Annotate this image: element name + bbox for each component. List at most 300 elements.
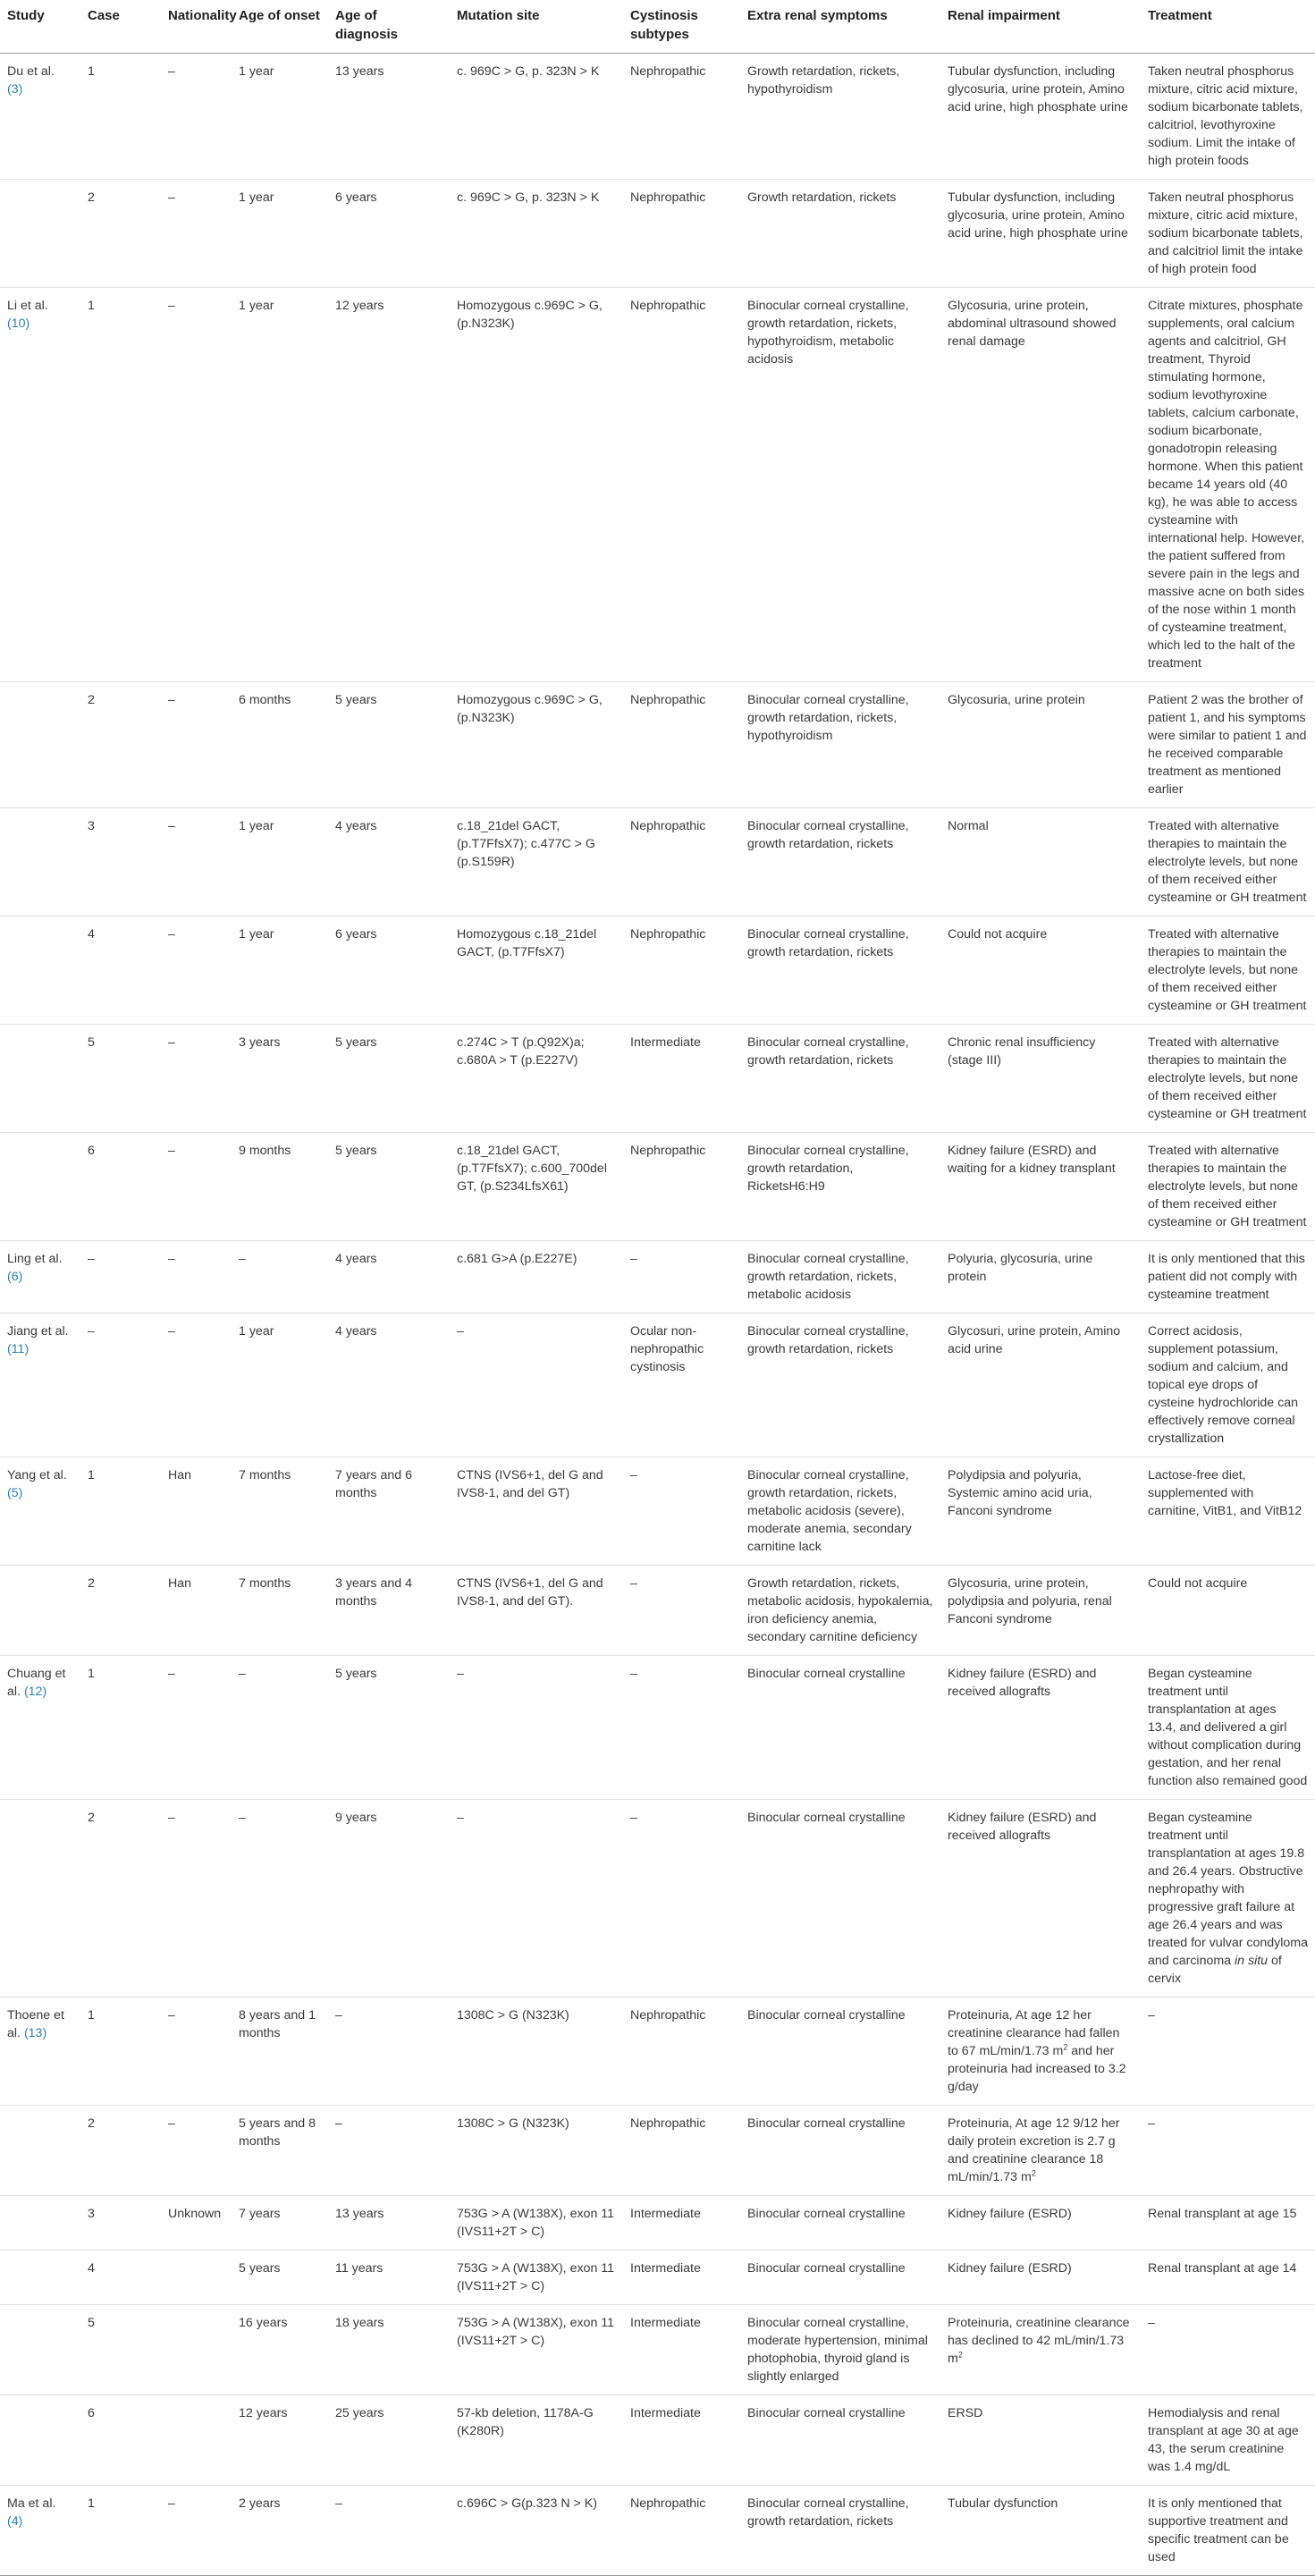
- cell-diagnosis: [328, 1457, 450, 1566]
- cell-text: –: [168, 927, 175, 942]
- cell-study: [0, 2486, 80, 2576]
- cell-text: Lactose-free diet, supplemented with carnitine, VitB1, and VitB12: [1148, 1468, 1302, 1518]
- cell-study: [0, 2251, 80, 2305]
- cell-text: Tubular dysfunction, including glycosuria, urine protein, Amino acid urine, high phosphate urine: [948, 190, 1128, 241]
- cell-text: 2: [88, 2116, 95, 2131]
- cell-diagnosis: [328, 180, 450, 288]
- cell-subtype: [623, 916, 740, 1025]
- cell-diagnosis: [328, 2395, 450, 2486]
- cell-text: Proteinuria, At age 12 9/12 her daily protein excretion is 2.7 g and creatinine clearance 18 mL/min/1.73 m: [948, 2116, 1120, 2184]
- cell-onset: [232, 1133, 328, 1241]
- cell-text: 2: [88, 1811, 95, 1825]
- cell-text: 5: [88, 1035, 95, 1050]
- cell-extra: [740, 1457, 940, 1566]
- cell-text: 1 year: [239, 190, 274, 205]
- cell-text: 12 years: [239, 2406, 288, 2420]
- cell-treatment: [1141, 2251, 1315, 2305]
- cell-mutation: [450, 682, 623, 808]
- cell-diagnosis: [328, 1566, 450, 1656]
- cell-mutation: [450, 2196, 623, 2251]
- cell-text: Growth retardation, rickets, metabolic acidosis, hypokalemia, iron deficiency anemia, secondary carnitine deficiency: [747, 1576, 933, 1644]
- cell-text: Binocular corneal crystalline, growth retardation, rickets: [747, 1035, 909, 1068]
- cell-text: Binocular corneal crystalline: [747, 1667, 906, 1681]
- cell-text: Nephropathic: [630, 190, 706, 205]
- cell-extra: [740, 2106, 940, 2196]
- cell-text: Binocular corneal crystalline, growth retardation, rickets, hypothyroidism: [747, 693, 909, 743]
- cell-diagnosis: [328, 2486, 450, 2576]
- cell-onset: [232, 54, 328, 180]
- cell-text: Chronic renal insufficiency (stage III): [948, 1035, 1096, 1068]
- cell-nationality: [161, 2196, 232, 2251]
- cell-mutation: [450, 1025, 623, 1133]
- cell-study: [0, 54, 80, 180]
- cell-text: –: [168, 1144, 175, 1158]
- cell-text: c. 969C > G, p. 323N > K: [457, 64, 600, 79]
- cell-text-tail: and her proteinuria had increased to 3.2 g/day: [948, 2044, 1126, 2094]
- cell-nationality: [161, 1313, 232, 1457]
- cell-renal: [940, 180, 1141, 288]
- cell-renal: [940, 288, 1141, 682]
- cell-text: Correct acidosis, supplement potassium, sodium and calcium, and topical eye drops of cysteine hydrochloride can effectively remove corneal crystallization: [1148, 1324, 1298, 1446]
- cell-mutation: [450, 288, 623, 682]
- cell-case: [80, 1457, 161, 1566]
- column-header: Study: [0, 0, 80, 54]
- reference-link[interactable]: (11): [7, 1342, 30, 1356]
- cell-text: Tubular dysfunction, including glycosuria, urine protein, Amino acid urine, high phosphate urine: [948, 64, 1128, 114]
- study-name: Jiang et al.: [7, 1324, 69, 1339]
- cell-extra: [740, 2251, 940, 2305]
- cell-text: –: [168, 299, 175, 313]
- cell-text: Glycosuria, urine protein: [948, 693, 1085, 707]
- cell-text: 2: [88, 1576, 95, 1591]
- cell-subtype: [623, 2395, 740, 2486]
- cell-text: 18 years: [335, 2316, 384, 2330]
- cell-case: [80, 1566, 161, 1656]
- cell-treatment: [1141, 1313, 1315, 1457]
- cell-text: Patient 2 was the brother of patient 1, and his symptoms were similar to patient 1 and he received comparable treatment as mentioned earlier: [1148, 693, 1307, 797]
- cell-nationality: [161, 1656, 232, 1800]
- cell-text: –: [630, 1468, 637, 1482]
- cell-text: 1: [88, 1468, 95, 1482]
- cell-diagnosis: [328, 1241, 450, 1313]
- cell-text: Began cysteamine treatment until transplantation at ages 13.4, and delivered a girl without complication during gestation, and her renal function also remained good: [1148, 1667, 1308, 1788]
- cell-subtype: [623, 1800, 740, 1997]
- cell-subtype: [623, 2106, 740, 2196]
- cell-treatment: [1141, 1457, 1315, 1566]
- cell-text: 8 years and 1 months: [239, 2008, 316, 2040]
- table-row: [0, 2395, 1315, 2486]
- cell-text: c.696C > G(p.323 N > K): [457, 2496, 597, 2511]
- cell-case: [80, 2395, 161, 2486]
- cell-text: 753G > A (W138X), exon 11 (IVS11+2T > C): [457, 2261, 615, 2293]
- superscript: 2: [957, 2350, 963, 2360]
- table-row: [0, 682, 1315, 808]
- cell-text: 1: [88, 1667, 95, 1681]
- cell-text: Binocular corneal crystalline: [747, 1811, 906, 1825]
- cell-text: 7 months: [239, 1468, 291, 1482]
- cell-text: –: [88, 1324, 95, 1339]
- table-row: [0, 1800, 1315, 1997]
- cell-treatment: [1141, 288, 1315, 682]
- cell-case: [80, 2251, 161, 2305]
- column-header: Cystinosis subtypes: [623, 0, 740, 54]
- cell-case: [80, 1997, 161, 2106]
- cell-text: Binocular corneal crystalline: [747, 2406, 906, 2420]
- cell-extra: [740, 682, 940, 808]
- table-row: [0, 1313, 1315, 1457]
- cell-nationality: [161, 1457, 232, 1566]
- cell-treatment: [1141, 2486, 1315, 2576]
- cell-renal: [940, 2106, 1141, 2196]
- cell-study: [0, 1997, 80, 2106]
- cell-text: 5 years: [239, 2261, 281, 2276]
- cell-text: CTNS (IVS6+1, del G and IVS8-1, and del GT).: [457, 1576, 603, 1609]
- cell-extra: [740, 1025, 940, 1133]
- cell-onset: [232, 2305, 328, 2395]
- superscript: 2: [1063, 2042, 1068, 2052]
- cell-nationality: [161, 2251, 232, 2305]
- cell-onset: [232, 916, 328, 1025]
- cell-text: Could not acquire: [948, 927, 1048, 942]
- cell-text: –: [168, 2116, 175, 2131]
- cell-text: Nephropathic: [630, 299, 706, 313]
- cell-text: Homozygous c.969C > G, (p.N323K): [457, 299, 603, 331]
- cell-case: [80, 1241, 161, 1313]
- cell-text: Proteinuria, At age 12 her creatinine clearance had fallen to 67 mL/min/1.73 m: [948, 2008, 1120, 2058]
- cell-text: Polydipsia and polyuria, Systemic amino acid uria, Fanconi syndrome: [948, 1468, 1092, 1518]
- cell-text: –: [335, 2116, 342, 2131]
- cell-mutation: [450, 1566, 623, 1656]
- cell-treatment: [1141, 1025, 1315, 1133]
- reference-link[interactable]: (6): [7, 1270, 23, 1284]
- reference-link[interactable]: (3): [7, 82, 23, 97]
- cell-subtype: [623, 1656, 740, 1800]
- cell-text: Binocular corneal crystalline, growth retardation, rickets, metabolic acidosis: [747, 1252, 909, 1302]
- cell-treatment: [1141, 1566, 1315, 1656]
- cell-text: Could not acquire: [1148, 1576, 1248, 1591]
- cell-study: [0, 1457, 80, 1566]
- cell-mutation: [450, 180, 623, 288]
- study-name: Chuang et al.: [7, 1667, 66, 1699]
- cell-text: –: [335, 2008, 342, 2023]
- cell-text: 753G > A (W138X), exon 11 (IVS11+2T > C): [457, 2207, 615, 2239]
- cell-text: 1: [88, 2008, 95, 2023]
- cell-text: Treated with alternative therapies to maintain the electrolyte levels, but none of them received either cysteamine or GH treatment: [1148, 1035, 1307, 1121]
- column-header: Mutation site: [450, 0, 623, 54]
- cell-case: [80, 1800, 161, 1997]
- table-row: [0, 2106, 1315, 2196]
- cell-text: –: [457, 1667, 464, 1681]
- cell-text: c.274C > T (p.Q92X)a; c.680A > T (p.E227V): [457, 1035, 585, 1068]
- cell-nationality: [161, 1800, 232, 1997]
- table-row: [0, 1656, 1315, 1800]
- cell-renal: [940, 1566, 1141, 1656]
- cell-mutation: [450, 2305, 623, 2395]
- study-name: Ling et al.: [7, 1252, 63, 1266]
- cell-extra: [740, 2395, 940, 2486]
- table-row: [0, 1025, 1315, 1133]
- cell-text: c.681 G>A (p.E227E): [457, 1252, 577, 1266]
- cell-study: [0, 1133, 80, 1241]
- cell-text: 9 years: [335, 1811, 377, 1825]
- cell-subtype: [623, 180, 740, 288]
- table-row: [0, 2251, 1315, 2305]
- cell-text: Nephropathic: [630, 927, 706, 942]
- cell-text: Nephropathic: [630, 2008, 706, 2023]
- cell-text: c.18_21del GACT, (p.T7FfsX7); c.600_700del GT, (p.S234LfsX61): [457, 1144, 607, 1194]
- cell-text: Nephropathic: [630, 64, 706, 79]
- cell-text: 5 years: [335, 1035, 377, 1050]
- cell-nationality: [161, 916, 232, 1025]
- cell-mutation: [450, 808, 623, 916]
- cell-treatment: [1141, 1800, 1315, 1997]
- cell-case: [80, 2305, 161, 2395]
- column-header: Age of onset: [232, 0, 328, 54]
- cell-diagnosis: [328, 2305, 450, 2395]
- table-row: [0, 1566, 1315, 1656]
- cell-text: Normal: [948, 819, 989, 833]
- cell-subtype: [623, 2305, 740, 2395]
- cell-text: Intermediate: [630, 2207, 701, 2221]
- cell-text: –: [168, 1667, 175, 1681]
- cell-renal: [940, 1133, 1141, 1241]
- cell-mutation: [450, 2486, 623, 2576]
- cell-text: –: [457, 1324, 464, 1339]
- cell-case: [80, 1025, 161, 1133]
- cell-study: [0, 1566, 80, 1656]
- cell-diagnosis: [328, 2251, 450, 2305]
- cell-study: [0, 1241, 80, 1313]
- cell-text: –: [168, 1324, 175, 1339]
- cell-text: 5 years: [335, 1144, 377, 1158]
- cell-nationality: [161, 2486, 232, 2576]
- column-header: Renal impairment: [940, 0, 1141, 54]
- cell-text: Intermediate: [630, 2406, 701, 2420]
- study-name: Yang et al.: [7, 1468, 67, 1482]
- cell-text: 11 years: [335, 2261, 384, 2276]
- cell-text: 4 years: [335, 819, 377, 833]
- cell-text: Homozygous c.18_21del GACT, (p.T7FfsX7): [457, 927, 597, 959]
- cell-subtype: [623, 808, 740, 916]
- cell-subtype: [623, 2196, 740, 2251]
- cell-text: –: [168, 2496, 175, 2511]
- cell-renal: [940, 2395, 1141, 2486]
- cell-mutation: [450, 1313, 623, 1457]
- cell-text: Kidney failure (ESRD) and received allografts: [948, 1811, 1097, 1843]
- cell-treatment: [1141, 1241, 1315, 1313]
- cell-text: 1308C > G (N323K): [457, 2116, 569, 2131]
- column-header: Nationality: [161, 0, 232, 54]
- column-header: Case: [80, 0, 161, 54]
- cell-text: 3: [88, 2207, 95, 2221]
- cell-study: [0, 2106, 80, 2196]
- cell-text: Han: [168, 1576, 192, 1591]
- cell-mutation: [450, 2395, 623, 2486]
- cell-text: 1 year: [239, 299, 274, 313]
- cell-diagnosis: [328, 2106, 450, 2196]
- cell-diagnosis: [328, 288, 450, 682]
- cell-text: –: [630, 1811, 637, 1825]
- reference-link[interactable]: (13): [23, 2026, 47, 2040]
- cell-text: Glycosuria, urine protein, polydipsia and polyuria, renal Fanconi syndrome: [948, 1576, 1112, 1626]
- cell-treatment: [1141, 2196, 1315, 2251]
- cell-extra: [740, 2486, 940, 2576]
- cell-text: c. 969C > G, p. 323N > K: [457, 190, 600, 205]
- cell-diagnosis: [328, 682, 450, 808]
- table-row: [0, 288, 1315, 682]
- cell-text: ERSD: [948, 2406, 983, 2420]
- cell-nationality: [161, 288, 232, 682]
- reference-link[interactable]: (4): [7, 2514, 23, 2529]
- cell-text: 1308C > G (N323K): [457, 2008, 569, 2023]
- cell-case: [80, 54, 161, 180]
- table-row: [0, 916, 1315, 1025]
- cell-study: [0, 1800, 80, 1997]
- cell-text: –: [239, 1252, 246, 1266]
- table-row: [0, 180, 1315, 288]
- cell-nationality: [161, 1241, 232, 1313]
- cell-text: –: [630, 1667, 637, 1681]
- column-header: Age of diagnosis: [328, 0, 450, 54]
- cell-subtype: [623, 2251, 740, 2305]
- cell-subtype: [623, 1457, 740, 1566]
- cell-subtype: [623, 1241, 740, 1313]
- cell-text: Kidney failure (ESRD): [948, 2207, 1072, 2221]
- cell-extra: [740, 1241, 940, 1313]
- cell-extra: [740, 1656, 940, 1800]
- cell-text: Intermediate: [630, 2316, 701, 2330]
- cell-mutation: [450, 2106, 623, 2196]
- cell-extra: [740, 1997, 940, 2106]
- table-row: [0, 1457, 1315, 1566]
- cell-diagnosis: [328, 54, 450, 180]
- cell-text: Glycosuria, urine protein, abdominal ultrasound showed renal damage: [948, 299, 1117, 349]
- cell-diagnosis: [328, 2196, 450, 2251]
- cell-renal: [940, 1457, 1141, 1566]
- table-row: [0, 1241, 1315, 1313]
- cell-treatment: [1141, 2106, 1315, 2196]
- cell-text: 1 year: [239, 927, 274, 942]
- cell-text: Kidney failure (ESRD): [948, 2261, 1072, 2276]
- cell-text: Proteinuria, creatinine clearance has declined to 42 mL/min/1.73 m: [948, 2316, 1130, 2366]
- cell-text: Citrate mixtures, phosphate supplements, oral calcium agents and calcitriol, GH treatment, Thyroid stimulating hormone, sodium levothyroxine tablets, calcium carbonate, sodium bicarbonate, gonadotropin releasing hormone. When this patient became 14 years old (40 kg), he was able to access cysteamine with international help. However, the patient suffered from severe pain in the legs and massive acne on both sides of the nose within 1 month of cysteamine treatment, which led to the halt of the treatment: [1148, 299, 1305, 671]
- cell-text: 12 years: [335, 299, 384, 313]
- cell-subtype: [623, 2486, 740, 2576]
- cell-case: [80, 2196, 161, 2251]
- cell-nationality: [161, 2395, 232, 2486]
- cell-study: [0, 1656, 80, 1800]
- cell-text: –: [457, 1811, 464, 1825]
- cell-study: [0, 808, 80, 916]
- cell-study: [0, 2395, 80, 2486]
- cell-extra: [740, 54, 940, 180]
- cell-extra: [740, 916, 940, 1025]
- cell-text: Han: [168, 1468, 192, 1482]
- cell-onset: [232, 2486, 328, 2576]
- cell-text: 7 months: [239, 1576, 291, 1591]
- cell-text: 1 year: [239, 64, 274, 79]
- cell-case: [80, 2486, 161, 2576]
- cell-onset: [232, 1457, 328, 1566]
- cell-onset: [232, 1566, 328, 1656]
- cell-text: Binocular corneal crystalline: [747, 2261, 906, 2276]
- cell-text: 57-kb deletion, 1178A-G (K280R): [457, 2406, 594, 2438]
- cell-subtype: [623, 682, 740, 808]
- cell-onset: [232, 1313, 328, 1457]
- cell-renal: [940, 1656, 1141, 1800]
- cell-text: Intermediate: [630, 2261, 701, 2276]
- cell-case: [80, 1133, 161, 1241]
- cell-extra: [740, 1133, 940, 1241]
- header-row: [0, 0, 1315, 54]
- cell-text: Renal transplant at age 15: [1148, 2207, 1297, 2221]
- cell-text: –: [168, 2008, 175, 2023]
- table-row: [0, 1997, 1315, 2106]
- reference-link[interactable]: (12): [23, 1685, 47, 1699]
- cell-text: Intermediate: [630, 1035, 701, 1050]
- cell-mutation: [450, 1656, 623, 1800]
- cell-text: Growth retardation, rickets: [747, 190, 897, 205]
- cell-text: –: [239, 1811, 246, 1825]
- table-row: [0, 2196, 1315, 2251]
- study-name: Thoene et al.: [7, 2008, 64, 2040]
- reference-link[interactable]: (5): [7, 1486, 23, 1500]
- cell-text: Glycosuri, urine protein, Amino acid urine: [948, 1324, 1121, 1356]
- cell-text: Treated with alternative therapies to maintain the electrolyte levels, but none of them received either cysteamine or GH treatment: [1148, 927, 1307, 1013]
- cell-renal: [940, 1241, 1141, 1313]
- cell-text: Binocular corneal crystalline: [747, 2116, 906, 2131]
- cell-text-tail: of cervix: [1148, 1954, 1282, 1986]
- cell-text: Binocular corneal crystalline, growth retardation, rickets: [747, 1324, 909, 1356]
- cell-onset: [232, 1025, 328, 1133]
- cell-text: Treated with alternative therapies to maintain the electrolyte levels, but none of them received either cysteamine or GH treatment: [1148, 1144, 1307, 1229]
- cell-text: 5 years: [335, 1667, 377, 1681]
- cell-text: –: [239, 1667, 246, 1681]
- cell-text: 13 years: [335, 64, 384, 79]
- cell-text: 2 years: [239, 2496, 281, 2511]
- cell-text: 6 years: [335, 927, 377, 942]
- cell-text: Polyuria, glycosuria, urine protein: [948, 1252, 1093, 1284]
- cell-diagnosis: [328, 808, 450, 916]
- cell-mutation: [450, 1133, 623, 1241]
- cell-renal: [940, 2196, 1141, 2251]
- cell-mutation: [450, 1457, 623, 1566]
- reference-link[interactable]: (10): [7, 317, 30, 331]
- cell-extra: [740, 1566, 940, 1656]
- cell-diagnosis: [328, 1133, 450, 1241]
- cell-diagnosis: [328, 1656, 450, 1800]
- cell-text: Renal transplant at age 14: [1148, 2261, 1297, 2276]
- cell-study: [0, 916, 80, 1025]
- cell-text: –: [168, 693, 175, 707]
- cell-text: 5 years: [335, 693, 377, 707]
- cell-mutation: [450, 2251, 623, 2305]
- cell-extra: [740, 1313, 940, 1457]
- cell-case: [80, 2106, 161, 2196]
- cell-extra: [740, 288, 940, 682]
- cell-text: –: [168, 1252, 175, 1266]
- cell-case: [80, 288, 161, 682]
- cell-study: [0, 1313, 80, 1457]
- cell-text: –: [630, 1252, 637, 1266]
- cell-nationality: [161, 180, 232, 288]
- cell-text: –: [168, 1811, 175, 1825]
- cell-subtype: [623, 1997, 740, 2106]
- cell-text: Binocular corneal crystalline, growth retardation, rickets: [747, 2496, 909, 2529]
- cell-text: CTNS (IVS6+1, del G and IVS8-1, and del GT): [457, 1468, 603, 1500]
- cell-text: Binocular corneal crystalline, moderate hypertension, minimal photophobia, thyroid gland is slightly enlarged: [747, 2316, 928, 2384]
- cell-extra: [740, 2196, 940, 2251]
